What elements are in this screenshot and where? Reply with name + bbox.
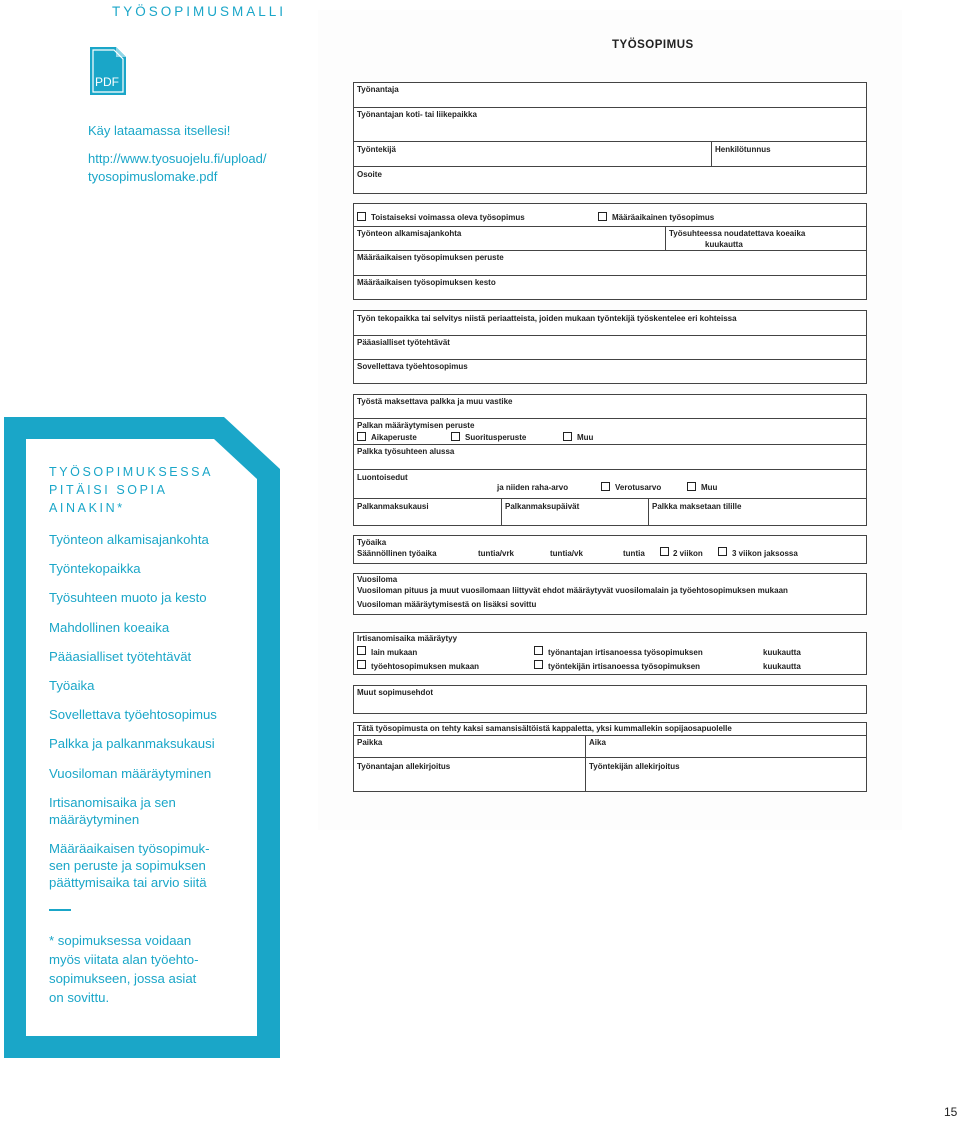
footnote-line: sopimukseen, jossa asiat — [49, 970, 197, 986]
fixed-duration-field: Määräaikaisen työsopimuksen kesto — [357, 278, 496, 287]
other-basis-label: Muu — [577, 433, 594, 442]
by-cba-label: työehtosopimuksen mukaan — [371, 662, 480, 671]
download-link-line2[interactable]: tyosopimuslomake.pdf — [88, 169, 218, 184]
fixed-term-checkbox[interactable] — [598, 212, 607, 221]
pay-period-field: Palkanmaksukausi — [357, 502, 429, 511]
hours-unit-label: tuntia — [623, 549, 645, 558]
form-title: TYÖSOPIMUS — [612, 39, 694, 51]
download-link-line1[interactable]: http://www.tyosuojelu.fi/upload/ — [88, 151, 267, 166]
hours-field: Työaika — [357, 538, 387, 547]
employee-signature-field: Työntekijän allekirjoitus — [589, 762, 680, 771]
pay-day-field: Palkanmaksupäivät — [505, 502, 580, 511]
pay-start-field: Palkka työsuhteen alussa — [357, 447, 455, 456]
download-call: Käy lataamassa itsellesi! — [88, 123, 231, 138]
probation-field: Työsuhteessa noudatettava koeaika — [669, 229, 806, 238]
fixed-reason-field: Määräaikaisen työsopimuksen peruste — [357, 253, 504, 262]
time-field: Aika — [589, 738, 606, 747]
employer-address-field: Työnantajan koti- tai liikepaikka — [357, 110, 477, 119]
footnote-line: on sovittu. — [49, 989, 110, 1005]
other-value-label: Muu — [701, 483, 718, 492]
two-weeks-checkbox[interactable] — [660, 547, 669, 556]
regular-hours-label: Säännöllinen työaika — [357, 549, 437, 558]
footnote-line: myös viitata alan työehto- — [49, 951, 199, 967]
employee-field: Työntekijä — [357, 145, 396, 154]
performance-checkbox[interactable] — [451, 432, 460, 441]
employee-notice-label: työntekijän irtisanoessa työsopimuksen — [548, 662, 701, 671]
employer-signature-field: Työnantajan allekirjoitus — [357, 762, 451, 771]
footnote-line: * sopimuksessa voidaan — [49, 932, 192, 948]
three-weeks-checkbox[interactable] — [718, 547, 727, 556]
pay-basis-field: Palkan määräytymisen peruste — [357, 421, 475, 430]
other-terms-field: Muut sopimusehdot — [357, 688, 433, 697]
performance-label: Suoritusperuste — [465, 433, 527, 442]
probation-unit: kuukautta — [705, 240, 743, 249]
copies-text: Tätä työsopimusta on tehty kaksi samansisältöistä kappaletta, yksi kummallekin sopijaosapuolelle — [357, 724, 732, 733]
vacation-text: Vuosiloman pituus ja muut vuosilomaan liittyvät ehdot määräytyvät vuosilomalain ja työehtosopimuksen mukaan — [357, 586, 788, 595]
cba-field: Sovellettava työehtosopimus — [357, 362, 468, 371]
workplace-field: Työn tekopaikka tai selvitys niistä periaatteista, joiden mukaan työntekijä työskentelee eri kohteissa — [357, 314, 737, 323]
per-day-label: tuntia/vrk — [478, 549, 515, 558]
cash-value-label: ja niiden raha-arvo — [497, 483, 569, 492]
callout-list — [49, 531, 249, 891]
fixed-term-label: Määräaikainen työsopimus — [612, 213, 715, 222]
duties-field: Pääasialliset työtehtävät — [357, 338, 450, 347]
by-cba-checkbox[interactable] — [357, 660, 366, 669]
list-item-line: sen peruste ja sopimuksen — [49, 857, 206, 873]
callout-heading — [49, 463, 249, 517]
pdf-file-icon[interactable] — [88, 45, 128, 97]
by-law-checkbox[interactable] — [357, 646, 366, 655]
list-item: Mahdollinen koeaika — [49, 619, 170, 635]
callout-divider — [49, 909, 71, 911]
address-field: Osoite — [357, 170, 382, 179]
place-field: Paikka — [357, 738, 383, 747]
pay-account-field: Palkka maksetaan tilille — [652, 502, 742, 511]
section-title: TYÖSOPIMUSMALLI — [112, 4, 287, 19]
pay-field: Työstä maksettava palkka ja muu vastike — [357, 397, 513, 406]
vacation-other-field: Vuosiloman määräytymisestä on lisäksi sovittu — [357, 600, 537, 609]
employer-field: Työnantaja — [357, 85, 399, 94]
two-weeks-label: 2 viikon — [673, 549, 703, 558]
start-field: Työnteon alkamisajankohta — [357, 229, 462, 238]
page-number: 15 — [944, 1105, 958, 1119]
callout-heading-line: TYÖSOPIMUKSESSA — [49, 465, 214, 479]
employee-notice-months: kuukautta — [763, 662, 801, 671]
employer-notice-checkbox[interactable] — [534, 646, 543, 655]
download-info — [88, 122, 267, 186]
pdf-icon-label: PDF — [95, 75, 119, 89]
notice-field: Irtisanomisaika määräytyy — [357, 634, 458, 643]
callout-heading-line: AINAKIN* — [49, 501, 125, 515]
employer-notice-months: kuukautta — [763, 648, 801, 657]
list-item — [49, 840, 249, 891]
list-item: Työnteon alkamisajankohta — [49, 532, 209, 547]
list-item-line: päättymisaika tai arvio siitä — [49, 874, 207, 890]
list-item: Sovellettava työehtosopimus — [49, 707, 217, 723]
tax-value-checkbox[interactable] — [601, 482, 610, 491]
callout-heading-line: PITÄISI SOPIA — [49, 483, 168, 497]
list-item: Vuosiloman määräytyminen — [49, 765, 212, 781]
list-item: Työaika — [49, 677, 95, 693]
pay-block — [353, 394, 867, 526]
three-weeks-label: 3 viikon jaksossa — [732, 549, 798, 558]
callout-footnote — [49, 931, 249, 1007]
employee-notice-checkbox[interactable] — [534, 660, 543, 669]
time-based-checkbox[interactable] — [357, 432, 366, 441]
callout-content — [49, 463, 249, 1007]
list-item: Työsuhteen muoto ja kesto — [49, 590, 207, 606]
per-week-label: tuntia/vk — [550, 549, 583, 558]
ssn-field: Henkilötunnus — [715, 145, 771, 154]
download-link[interactable] — [88, 150, 267, 186]
list-item: Työntekopaikka — [49, 561, 141, 577]
list-item: Palkka ja palkanmaksukausi — [49, 736, 215, 752]
list-item: Pääasialliset työtehtävät — [49, 648, 192, 664]
permanent-checkbox[interactable] — [357, 212, 366, 221]
tax-value-label: Verotusarvo — [615, 483, 662, 492]
parties-block — [353, 82, 867, 194]
list-item-line: Irtisanomisaika ja sen — [49, 794, 176, 810]
vacation-field: Vuosiloma — [357, 575, 398, 584]
employer-notice-label: työnantajan irtisanoessa työsopimuksen — [548, 648, 703, 657]
list-item-line: Määräaikaisen työsopimuk- — [49, 840, 210, 856]
list-item-line: määräytyminen — [49, 811, 140, 827]
other-value-checkbox[interactable] — [687, 482, 696, 491]
other-basis-checkbox[interactable] — [563, 432, 572, 441]
list-item — [49, 794, 249, 828]
benefits-field: Luontoisedut — [357, 473, 408, 482]
permanent-label: Toistaiseksi voimassa oleva työsopimus — [371, 213, 525, 222]
time-based-label: Aikaperuste — [371, 433, 417, 442]
by-law-label: lain mukaan — [371, 648, 418, 657]
